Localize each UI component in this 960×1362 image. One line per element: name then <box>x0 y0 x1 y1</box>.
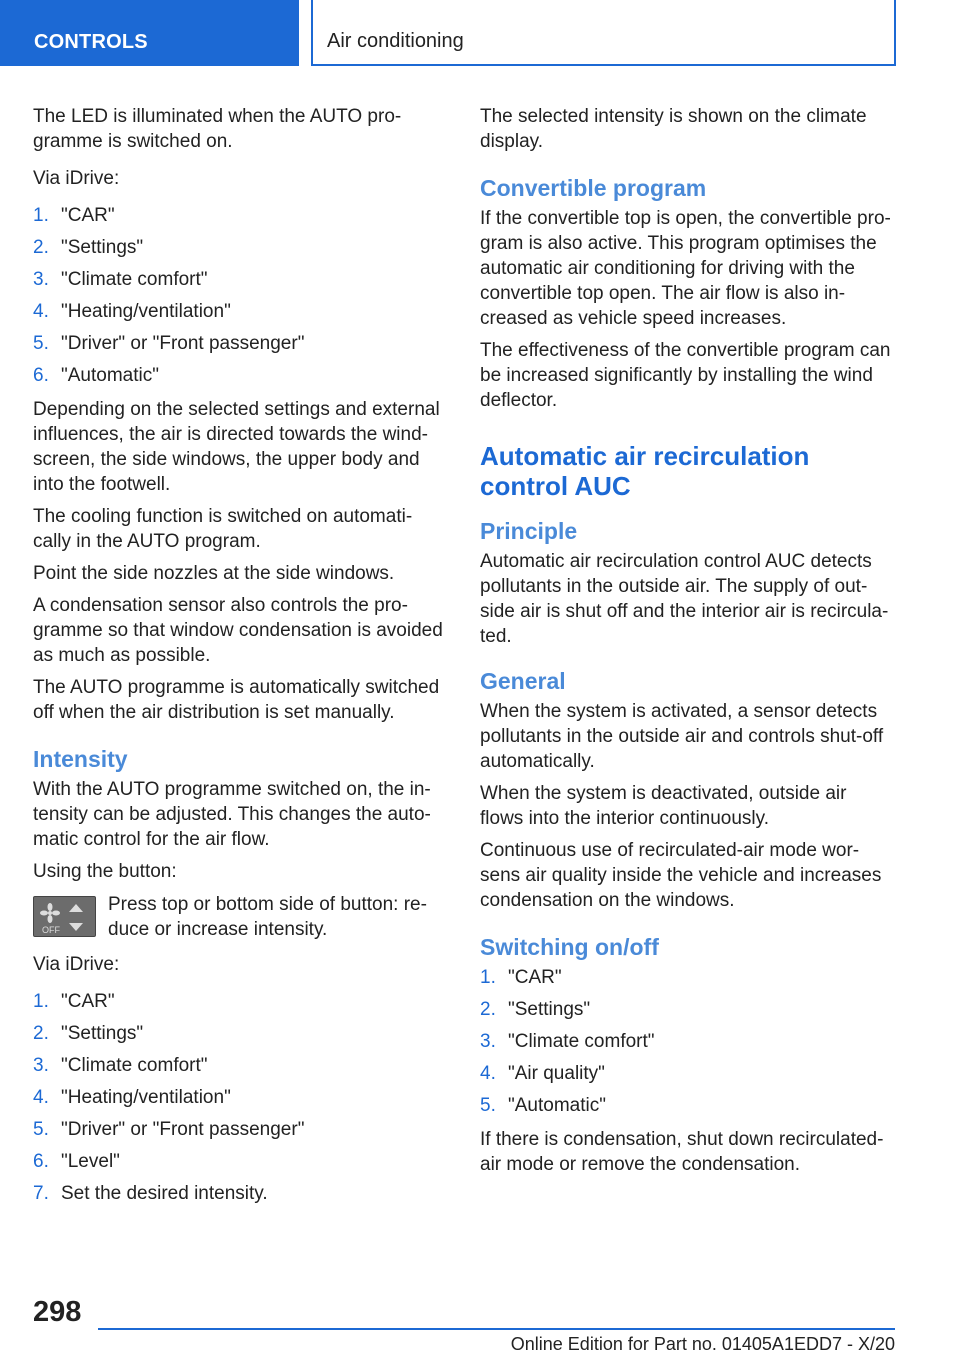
step-number: 4. <box>480 1063 496 1084</box>
step-list <box>33 989 448 1213</box>
step-number: 3. <box>33 269 49 290</box>
list-item <box>33 203 448 235</box>
step-list <box>480 965 895 1121</box>
paragraph: With the AUTO programme switched on, the in-tensity can be adjusted. This changes the auto-matic control for the air flow. <box>33 779 431 850</box>
paragraph: The effectiveness of the convertible program can be increased significantly by installing the wind deflector. <box>480 340 891 411</box>
step-number: 2. <box>33 237 49 258</box>
fan-icon <box>34 897 97 938</box>
section-heading: Principle <box>480 518 578 544</box>
step-number: 3. <box>33 1055 49 1076</box>
step-text: "Settings" <box>508 999 591 1020</box>
list-item <box>33 1149 448 1181</box>
list-item <box>33 235 448 267</box>
paragraph: The LED is illuminated when the AUTO pro-gramme is switched on. <box>33 106 402 152</box>
section-label: CONTROLS <box>34 31 148 53</box>
chapter-title: Air conditioning <box>327 30 464 52</box>
step-text: "Climate comfort" <box>61 269 208 290</box>
list-item <box>33 1085 448 1117</box>
step-number: 7. <box>33 1183 49 1204</box>
paragraph: Continuous use of recirculated-air mode wor-sens air quality inside the vehicle and increases condensation on the windows. <box>480 840 882 911</box>
list-item <box>480 997 895 1029</box>
step-text: "Driver" or "Front passenger" <box>61 333 305 354</box>
paragraph: If the convertible top is open, the convertible pro-gram is also active. This program optimises the automatic air conditioning for driving with the convertible top open. The air flow is also in-creased as vehicle speed increases. <box>480 208 891 329</box>
step-number: 4. <box>33 1087 49 1108</box>
paragraph: Via iDrive: <box>33 168 120 189</box>
paragraph: Using the button: <box>33 861 177 882</box>
list-item <box>480 1093 895 1121</box>
section-heading: Convertible program <box>480 175 707 201</box>
list-item <box>33 1117 448 1149</box>
section-heading: General <box>480 668 566 694</box>
button-instruction <box>33 892 448 942</box>
step-text: "Automatic" <box>508 1095 606 1116</box>
list-item <box>480 1061 895 1093</box>
step-number: 1. <box>33 991 49 1012</box>
step-text: "CAR" <box>508 967 562 988</box>
section-tab <box>0 0 299 66</box>
step-number: 1. <box>480 967 496 988</box>
page-number: 298 <box>33 1296 82 1328</box>
step-text: "CAR" <box>61 205 115 226</box>
step-text: "Climate comfort" <box>508 1031 655 1052</box>
paragraph: The selected intensity is shown on the climate display. <box>480 106 867 152</box>
step-number: 5. <box>33 333 49 354</box>
chapter-heading: Automatic air recirculation control AUC <box>480 441 810 501</box>
step-number: 2. <box>480 999 496 1020</box>
paragraph: The cooling function is switched on automati-cally in the AUTO program. <box>33 506 413 552</box>
paragraph: A condensation sensor also controls the pro-gramme so that window condensation is avoided as much as possible. <box>33 595 443 666</box>
step-text: "Automatic" <box>61 365 159 386</box>
step-list <box>33 203 448 391</box>
step-text: "Settings" <box>61 237 144 258</box>
step-text: "Heating/ventilation" <box>61 1087 231 1108</box>
step-text: "CAR" <box>61 991 115 1012</box>
paragraph: When the system is deactivated, outside air flows into the interior continuously. <box>480 783 847 829</box>
step-number: 6. <box>33 1151 49 1172</box>
list-item <box>33 299 448 331</box>
step-text: "Air quality" <box>508 1063 605 1084</box>
button-description: Press top or bottom side of button: re-duce or increase intensity. <box>108 894 427 940</box>
paragraph: Automatic air recirculation control AUC detects pollutants in the outside air. The supply of out-side air is shut off and the interior air is recircula-ted. <box>480 551 889 647</box>
step-text: "Climate comfort" <box>61 1055 208 1076</box>
step-text: "Level" <box>61 1151 120 1172</box>
step-number: 5. <box>33 1119 49 1140</box>
list-item <box>480 1029 895 1061</box>
step-number: 2. <box>33 1023 49 1044</box>
paragraph: Point the side nozzles at the side windows. <box>33 563 395 584</box>
step-number: 6. <box>33 365 49 386</box>
step-text: "Settings" <box>61 1023 144 1044</box>
step-text: "Driver" or "Front passenger" <box>61 1119 305 1140</box>
right-column <box>480 104 895 1184</box>
list-item <box>33 989 448 1021</box>
left-column <box>33 104 448 1219</box>
section-heading: Switching on/off <box>480 934 659 960</box>
list-item <box>33 267 448 299</box>
paragraph: If there is condensation, shut down recirculated-air mode or remove the condensation. <box>480 1129 884 1175</box>
chapter-title-box <box>311 0 896 66</box>
list-item <box>33 1181 448 1213</box>
step-number: 3. <box>480 1031 496 1052</box>
footer-divider <box>98 1328 895 1330</box>
list-item <box>33 1021 448 1053</box>
step-number: 5. <box>480 1095 496 1116</box>
list-item <box>480 965 895 997</box>
step-text: "Heating/ventilation" <box>61 301 231 322</box>
list-item <box>33 1053 448 1085</box>
fan-intensity-button-icon <box>33 896 96 937</box>
list-item <box>33 363 448 391</box>
step-number: 4. <box>33 301 49 322</box>
step-text: Set the desired intensity. <box>61 1183 268 1204</box>
paragraph: Depending on the selected settings and external influences, the air is directed towards the wind-screen, the side windows, the upper body and into the footwell. <box>33 399 440 495</box>
edition-note: Online Edition for Part no. 01405A1EDD7 - X/20 <box>510 1334 895 1354</box>
paragraph: The AUTO programme is automatically switched off when the air distribution is set manually. <box>33 677 440 723</box>
step-number: 1. <box>33 205 49 226</box>
off-label: OFF <box>42 925 60 935</box>
list-item <box>33 331 448 363</box>
paragraph: Via iDrive: <box>33 954 120 975</box>
section-heading: Intensity <box>33 746 128 772</box>
paragraph: When the system is activated, a sensor detects pollutants in the outside air and controls shut-off automatically. <box>480 701 884 772</box>
